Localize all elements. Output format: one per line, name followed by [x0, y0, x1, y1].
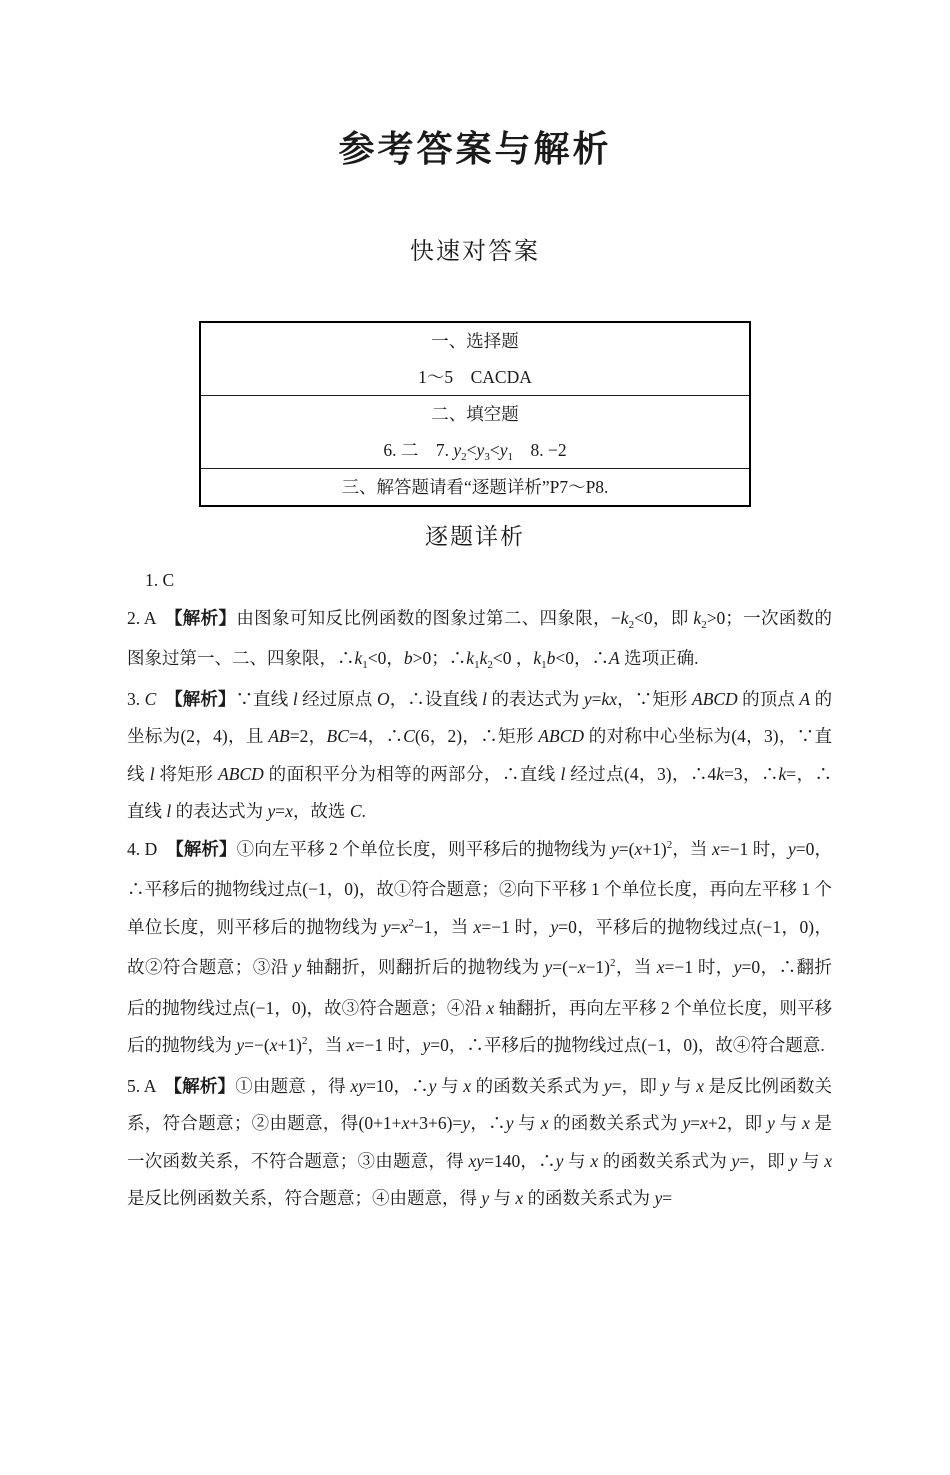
solution-item-3: 3. C 【解析】∵直线 l 经过原点 O，∴设直线 l 的表达式为 y=kx，∵矩形 ABCD 的顶点 A 的坐标为(2，4)，且 AB=2，BC=4，∴C(6，2)，∴矩形 ABCD 的对称中心坐标为(4，3)，∵直线 l 将矩形 ABCD 的面积平分为相等的两部分，∴直线 l 经过点(4，3)，∴4k=3，∴k=，∴直线 l 的表达式为 y=x，故选 C. — [127, 688, 833, 822]
table-row-choice — [200, 322, 750, 396]
solution-item-5: 5. A 【解析】①由题意 ，得 xy=10，∴y 与 x 的函数关系式为 y=，即 y 与 x 是反比例函数关系，符合题意；②由题意，得(0+1+x+3+6)=y，∴y 与 x 的函数关系式为 y=x+2，即 y 与 x 是一次函数关系，不符合题意；③由题意，得 xy=140，∴y 与 x 的函数关系式为 y=，即 y 与 x 是反比例函数关系，符合题意；④由题意，得 y 与 x 的函数关系式为 y= — [127, 1075, 833, 1209]
table-row-fill-blank — [200, 396, 750, 469]
solution-item-1: 1. C — [145, 570, 175, 591]
table-row-free-response — [200, 469, 750, 507]
free-response-section-note: 三、解答题请看“逐题详析”P7～P8. — [341, 477, 609, 498]
solution-item-2: 2. A 【解析】由图象可知反比例函数的图象过第二、四象限，$-k_2<0$，即 $k_2>0$；一次函数的图象过第一、二、四象限，$\therefore k_1<0$，b>0；$\therefore k_1k_2<0$ ，$k_1b<0$，∴A 选项正确. — [127, 607, 832, 672]
choice-section-answers: 1～5 CACDA — [418, 367, 532, 388]
quick-answers-table — [199, 321, 751, 507]
solution-item-4: 4. D 【解析】①向左平移 2 个单位长度，则平移后的抛物线为 $y=(x+1)^2$，当 x=−1 时，y=0，∴平移后的抛物线过点(−1，0)，故①符合题意；②向下平移 1 个单位长度，再向左平移 1 个单位长度，则平移后的抛物线为 $y=x^2-1$，当 x=−1 时，y=0，平移后的抛物线过点(−1，0)，故②符合题意；③沿 y 轴翻折，则翻折后的抛物线为 $y=(-x-1)^2$，当 x=−1 时，y=0，∴翻折后的抛物线过点(−1，0)，故③符合题意；④沿 x 轴翻折，再向左平移 2 个单位长度，则平移后的抛物线为 $y=-(x+1)^2$，当 x=−1 时，y=0，∴平移后的抛物线过点(−1，0)，故④符合题意. — [127, 838, 833, 1056]
detailed-analysis-heading: 逐题详析 — [425, 523, 525, 550]
fill-blank-section-label: 二、填空题 — [431, 404, 519, 425]
choice-section-label: 一、选择题 — [431, 331, 519, 352]
fill-blank-section-answers: 6. 二 7. $y_2<y_3<y_1$ 8. −2 — [383, 440, 567, 464]
answer-key-page — [0, 131, 950, 1475]
quick-answers-heading: 快速对答案 — [410, 237, 540, 265]
solutions-section — [127, 562, 832, 1218]
page-title: 参考答案与解析 — [338, 129, 612, 169]
